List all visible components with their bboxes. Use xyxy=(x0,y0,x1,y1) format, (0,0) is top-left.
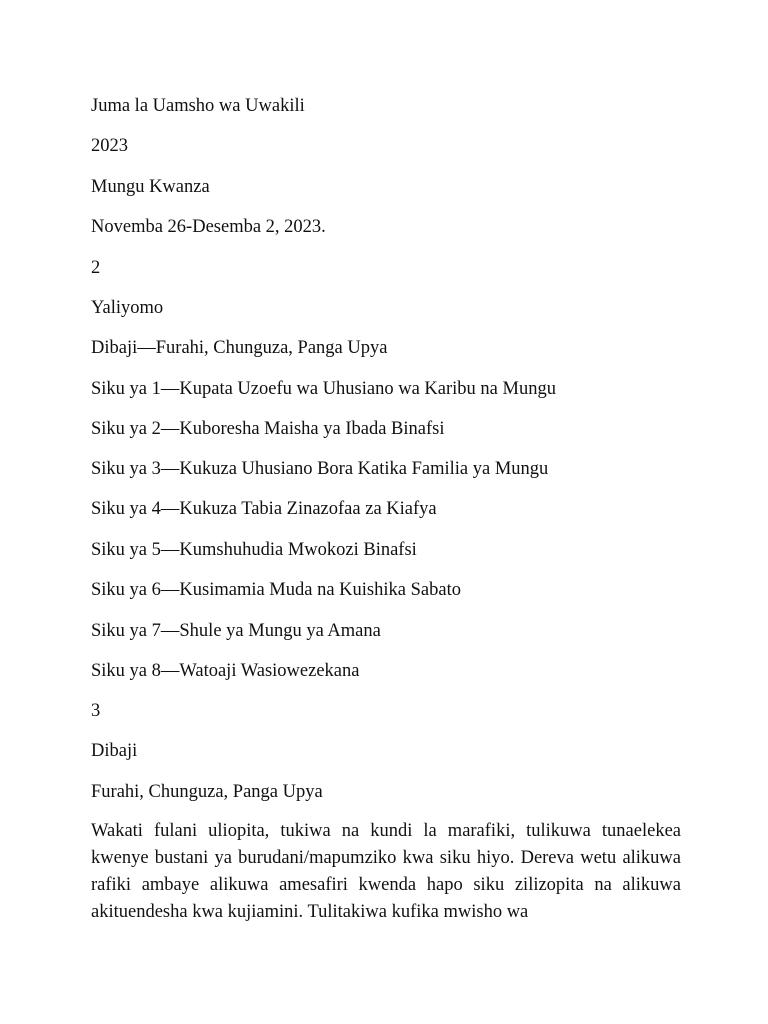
document-dates: Novemba 26-Desemba 2, 2023. xyxy=(91,217,326,237)
contents-item: Dibaji—Furahi, Chunguza, Panga Upya xyxy=(91,338,388,358)
contents-item: Siku ya 1—Kupata Uzoefu wa Uhusiano wa Karibu na Mungu xyxy=(91,379,556,399)
contents-item: Siku ya 3—Kukuza Uhusiano Bora Katika Familia ya Mungu xyxy=(91,459,549,479)
document-title: Juma la Uamsho wa Uwakili xyxy=(91,96,305,116)
contents-item: Siku ya 7—Shule ya Mungu ya Amana xyxy=(91,621,381,641)
document-year: 2023 xyxy=(91,136,128,156)
page-number: 2 xyxy=(91,258,101,278)
section-subheading: Furahi, Chunguza, Panga Upya xyxy=(91,782,323,802)
body-paragraph: Wakati fulani uliopita, tukiwa na kundi la marafiki, tulikuwa tunaelekea kwenye bustani ya burudani/mapumziko kwa siku hiyo. Dereva wetu alikuwa rafiki ambaye alikuwa amesafiri kwenda hapo siku zilizopita na alikuwa akituendesha kwa kujiamini. Tulitakiwa kufika mwisho wa xyxy=(91,821,681,922)
page-number: 3 xyxy=(91,701,101,721)
contents-item: Siku ya 8—Watoaji Wasiowezekana xyxy=(91,661,360,681)
contents-item: Siku ya 2—Kuboresha Maisha ya Ibada Binafsi xyxy=(91,419,445,439)
contents-item: Siku ya 5—Kumshuhudia Mwokozi Binafsi xyxy=(91,540,417,560)
document-theme: Mungu Kwanza xyxy=(91,177,210,197)
section-heading: Dibaji xyxy=(91,741,138,761)
contents-item: Siku ya 4—Kukuza Tabia Zinazofaa za Kiafya xyxy=(91,499,437,519)
contents-item: Siku ya 6—Kusimamia Muda na Kuishika Sabato xyxy=(91,580,461,600)
contents-heading: Yaliyomo xyxy=(91,298,164,318)
